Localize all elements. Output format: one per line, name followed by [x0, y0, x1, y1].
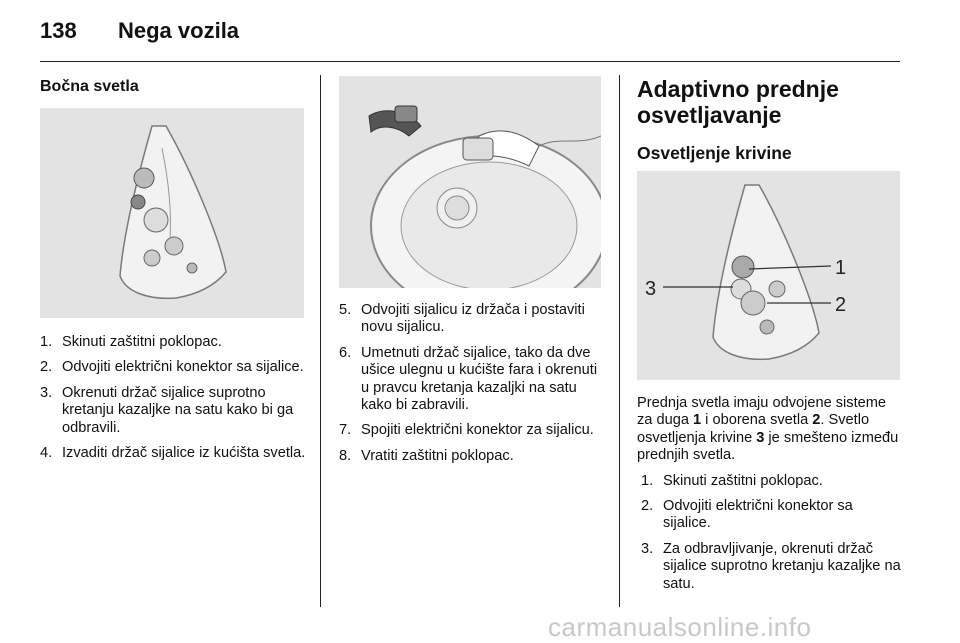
callout-1: 1 — [835, 257, 847, 279]
list-item: 5. Odvojiti sijalicu iz držača i postaviti novu sijalicu. — [339, 302, 585, 336]
list-item: 1. Skinuti zaštitni poklopac. — [641, 472, 823, 489]
bulb-removal-illustration — [339, 76, 601, 288]
section-subheading: Osvetljenje krivine — [637, 143, 792, 163]
list-item: 4. Izvaditi držač sijalice iz kućišta svetla. — [40, 445, 306, 462]
list-item: 7. Spojiti električni konektor za sijalicu. — [339, 422, 594, 439]
section-title: Bočna svetla — [40, 78, 139, 95]
column-divider-left — [320, 75, 321, 607]
side-light-figure — [40, 108, 304, 318]
watermark: carmanualsonline.info — [548, 612, 812, 642]
column-1 — [40, 78, 304, 96]
steps-list-2 — [339, 302, 609, 465]
column-2-steps — [339, 302, 609, 473]
list-item: 2. Odvojiti električni konektor sa sijalice. — [40, 359, 304, 376]
page-title: Nega vozila — [118, 18, 240, 43]
callout-3: 3 — [645, 278, 657, 300]
list-item: 8. Vratiti zaštitni poklopac. — [339, 447, 514, 464]
column-1-steps — [40, 334, 306, 470]
headlamp-callout-illustration — [637, 171, 900, 380]
column-3 — [637, 76, 902, 164]
callout-2: 2 — [835, 294, 847, 316]
description-paragraph: Prednja svetla imaju odvojene sisteme za duga 1 i oborena svetla 2. Svetlo osvetljenja krivine 3 je smešteno između prednjih svetla. — [637, 395, 899, 464]
list-item: 3. Okrenuti držač sijalice suprotno kretanju kazaljke na satu kako bi ga odbravili. — [40, 384, 294, 436]
page-number: 138 — [40, 18, 77, 43]
steps-list-1 — [40, 334, 306, 462]
list-item: 1. Skinuti zaštitni poklopac. — [40, 334, 222, 350]
list-item: 6. Umetnuti držač sijalice, tako da dve ušice ulegnu u kućište fara i okrenuti u pravcu kretanja kazaljki na satu kako bi zabravili. — [339, 344, 598, 414]
cornering-light-figure — [637, 171, 900, 380]
headlamp-rear-illustration — [40, 108, 304, 318]
header-divider — [40, 61, 900, 62]
bulb-holder-figure — [339, 76, 601, 288]
steps-list-3 — [641, 473, 903, 593]
list-item: 2. Odvojiti električni konektor sa sijalice. — [641, 498, 853, 532]
column-divider-right — [619, 75, 620, 607]
column-3-body — [637, 395, 903, 601]
section-heading: Adaptivno prednje osvetljavanje — [637, 76, 839, 128]
list-item: 3. Za odbravljivanje, okrenuti držač sijalice suprotno kretanju kazaljke na satu. — [641, 540, 901, 592]
